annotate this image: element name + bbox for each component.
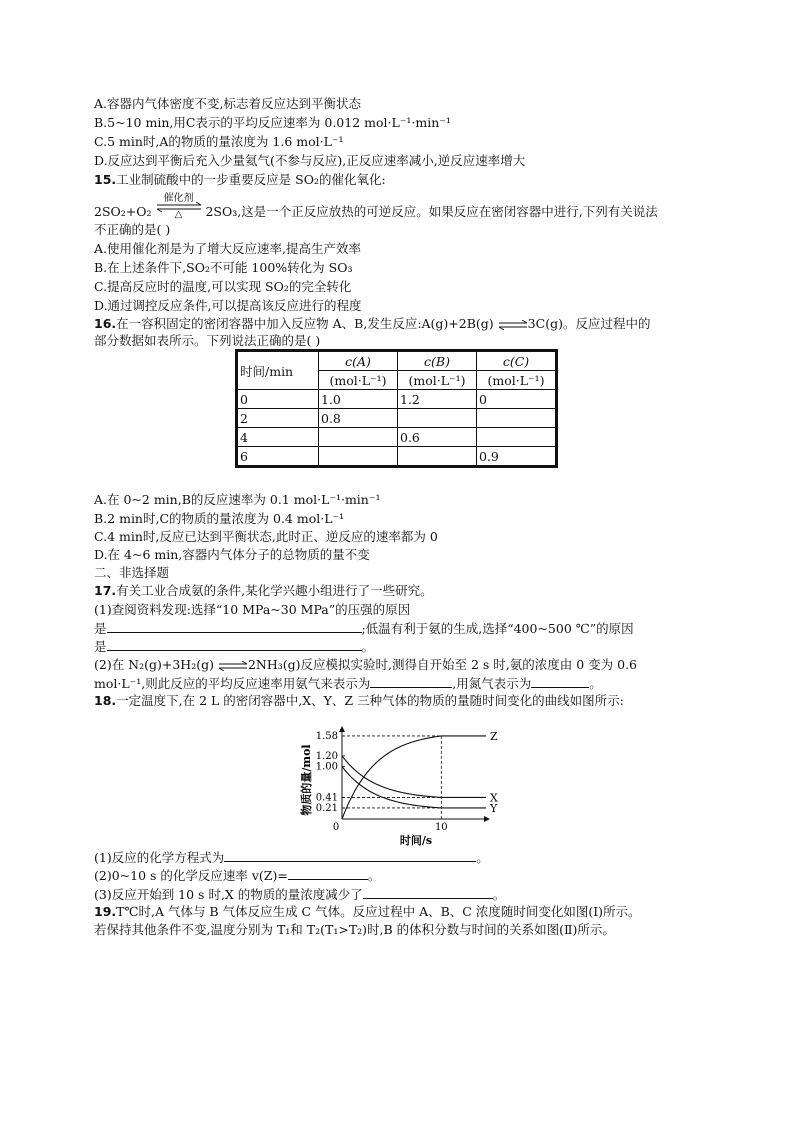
q17-part2-line2 (94, 675, 602, 692)
q18-stem-text: 一定温度下,在 2 L 的密闭容器中,X、Y、Z 三种气体的物质的量随时间变化的曲线如图所示: (116, 693, 624, 708)
q16-option-b: B.2 min时,C的物质的量浓度为 0.4 mol·L⁻¹ (94, 511, 345, 526)
q17-part2-text: 2NH₃(g)反应模拟实验时,测得自开始至 2 s 时,氨的浓度由 0 变为 0.6 (247, 657, 638, 672)
table-row (237, 409, 557, 428)
answer-blank[interactable] (224, 849, 476, 862)
q17-part1-text: ;低温有利于氨的生成,选择“400~500 ℃”的原因 (361, 621, 634, 636)
table-row (237, 390, 557, 409)
series-label-x: X (490, 791, 498, 805)
answer-blank[interactable] (107, 638, 362, 651)
q16-stem (94, 316, 650, 332)
q15-stem-text: 工业制硫酸中的一步重要反应是 SO₂的催化氧化: (116, 172, 386, 187)
table-cell (398, 447, 477, 467)
table-cell (319, 428, 398, 447)
table-header-ca: c(A) (319, 351, 398, 371)
answer-blank[interactable] (107, 620, 362, 633)
y-tick-label: 1.00 (315, 761, 338, 773)
table-unit-c: (mol·L⁻¹) (477, 371, 557, 390)
q18-sub3-text: (3)反应开始到 10 s 时,X 的物质的量浓度减少了 (94, 887, 363, 902)
table-row (237, 447, 557, 467)
q16-option-d: D.在 4~6 min,容器内气体分子的总物质的量不变 (94, 547, 370, 562)
table-cell: 0 (237, 390, 319, 409)
q17-part2-end: 。 (589, 676, 602, 691)
q15-option-d: D.通过调控反应条件,可以提高该反应进行的程度 (94, 298, 362, 313)
y-axis-label: 物质的量/mol (300, 744, 313, 816)
table-unit-a: (mol·L⁻¹) (319, 371, 398, 390)
table-cell: 0.8 (319, 409, 398, 428)
q15-stem3: 不正确的是( ) (94, 222, 171, 237)
table-cell (319, 447, 398, 467)
chart-ticks-group (316, 731, 448, 833)
q17-is-label-2: 是 (94, 639, 107, 654)
table-header-cc: c(C) (477, 351, 557, 371)
q19-line1-text: T℃时,A 气体与 B 气体反应生成 C 气体。反应过程中 A、B、C 浓度随时间变化如图(Ⅰ)所示。 (116, 904, 641, 919)
catalyst-label: 催化剂 (163, 192, 194, 204)
q19-number: 19. (94, 904, 117, 919)
q18-sub1-end: 。 (476, 850, 489, 865)
q18-number: 18. (94, 693, 117, 708)
table-cell (398, 409, 477, 428)
q14-option-a: A.容器内气体密度不变,标志着反应达到平衡状态 (94, 96, 361, 111)
q17-stem-text: 有关工业合成氨的条件,某化学兴趣小组进行了一些研究。 (116, 583, 433, 598)
y-tick-label: 1.58 (315, 730, 338, 742)
q18-sub2-text: (2)0~10 s 的化学反应速率 v(Z)= (94, 868, 288, 883)
table-unit-b: (mol·L⁻¹) (398, 371, 477, 390)
table-cell: 0 (477, 390, 557, 409)
answer-blank[interactable] (288, 867, 368, 880)
answer-blank[interactable] (363, 886, 493, 899)
table-header-time: 时间/min (237, 351, 319, 390)
q14-option-b: B.5~10 min,用C表示的平均反应速率为 0.012 mol·L⁻¹·min⁻¹ (94, 115, 451, 130)
q17-period: 。 (361, 639, 375, 654)
q16-data-table (235, 349, 558, 468)
q15-reactants: 2SO₂+O₂ (94, 204, 152, 219)
series-line-x (342, 756, 486, 798)
q16-option-a: A.在 0~2 min,B的反应速率为 0.1 mol·L⁻¹·min⁻¹ (94, 492, 381, 507)
q17-is-label: 是 (94, 621, 107, 636)
q18-sub1 (94, 849, 489, 866)
equilibrium-arrow-icon (218, 661, 248, 671)
q16-option-c: C.4 min时,反应已达到平衡状态,此时正、逆反应的速率都为 0 (94, 529, 438, 544)
y-tick-label: 1.20 (315, 750, 338, 762)
series-label-y: Y (490, 801, 498, 815)
table-cell: 0.9 (477, 447, 557, 467)
q16-number: 16. (94, 316, 117, 331)
table-cell (477, 428, 557, 447)
reversible-catalytic-arrow (156, 192, 202, 221)
table-cell (477, 409, 557, 428)
y-tick-label: 0.21 (315, 802, 338, 814)
table-cell: 1.2 (398, 390, 477, 409)
table-row (237, 428, 557, 447)
q18-sub2 (94, 867, 380, 884)
q19-line2: 若保持其他条件不变,温度分别为 T₁和 T₂(T₁>T₂)时,B 的体积分数与时间的关系如图(Ⅱ)所示。 (94, 922, 615, 937)
q17-part2-line1 (94, 657, 637, 673)
q15-option-b: B.在上述条件下,SO₂不可能 100%转化为 SO₃ (94, 260, 353, 275)
q15-equation-line (94, 192, 658, 221)
series-line-y (342, 766, 486, 808)
heat-label: △ (174, 208, 183, 220)
x-axis-label: 时间/s (399, 834, 433, 847)
x-tick-label: 0 (332, 822, 340, 833)
q16-stem-b: 3C(g)。反应过程中的 (527, 316, 651, 331)
table-header-cb: c(B) (398, 351, 477, 371)
chart-series-group (342, 730, 498, 819)
q15-products: 2SO₃ (205, 204, 238, 219)
q18-line-chart (290, 725, 510, 850)
q14-option-d: D.反应达到平衡后充入少量氦气(不参与反应),正反应速率减小,逆反应速率增大 (94, 153, 526, 168)
q16-stem-a: 在一容积固定的密闭容器中加入反应物 A、B,发生反应:A(g)+2B(g) (116, 316, 494, 331)
answer-blank[interactable] (531, 675, 589, 688)
equilibrium-arrow-icon (498, 320, 528, 330)
q17-part1-line1: (1)查阅资料发现:选择“10 MPa~30 MPa”的压强的原因 (94, 602, 411, 617)
x-tick-label: 10 (434, 822, 448, 833)
q18-sub1-text: (1)反应的化学方程式为 (94, 850, 225, 865)
section-heading: 二、非选择题 (94, 565, 170, 580)
q15-stem (94, 172, 386, 188)
q14-option-c: C.5 min时,A的物质的量浓度为 1.6 mol·L⁻¹ (94, 134, 344, 149)
table-cell: 6 (237, 447, 319, 467)
table-cell: 2 (237, 409, 319, 428)
table-cell: 4 (237, 428, 319, 447)
q18-sub2-end: 。 (367, 868, 381, 883)
q17-part2-text2: mol·L⁻¹,则此反应的平均反应速率用氨气来表示为 (94, 676, 371, 691)
q17-number: 17. (94, 583, 117, 598)
q16-stem2: 部分数据如表所示。下列说法正确的是( ) (94, 333, 321, 348)
answer-blank[interactable] (370, 675, 452, 688)
q15-number: 15. (94, 172, 117, 187)
q19-line1 (94, 904, 641, 920)
q15-option-c: C.提高反应时的温度,可以实现 SO₂的完全转化 (94, 279, 352, 294)
table-cell: 0.6 (398, 428, 477, 447)
q15-option-a: A.使用催化剂是为了增大反应速率,提高生产效率 (94, 241, 361, 256)
q17-part2-text3: ,用氮气表示为 (452, 676, 532, 691)
series-label-z: Z (490, 729, 498, 743)
q15-stem2: ,这是一个正反应放热的可逆反应。如果反应在密闭容器中进行,下列有关说法 (237, 204, 658, 219)
q18-sub3 (94, 886, 505, 903)
q18-sub3-end: 。 (492, 887, 506, 902)
q17-part2-eq: (2)在 N₂(g)+3H₂(g) (94, 657, 214, 672)
q18-stem (94, 693, 624, 709)
table-cell: 1.0 (319, 390, 398, 409)
y-tick-label: 0.41 (315, 792, 338, 804)
q17-part1-line2 (94, 620, 634, 637)
q17-part1-line3 (94, 638, 374, 655)
q17-stem (94, 583, 433, 599)
